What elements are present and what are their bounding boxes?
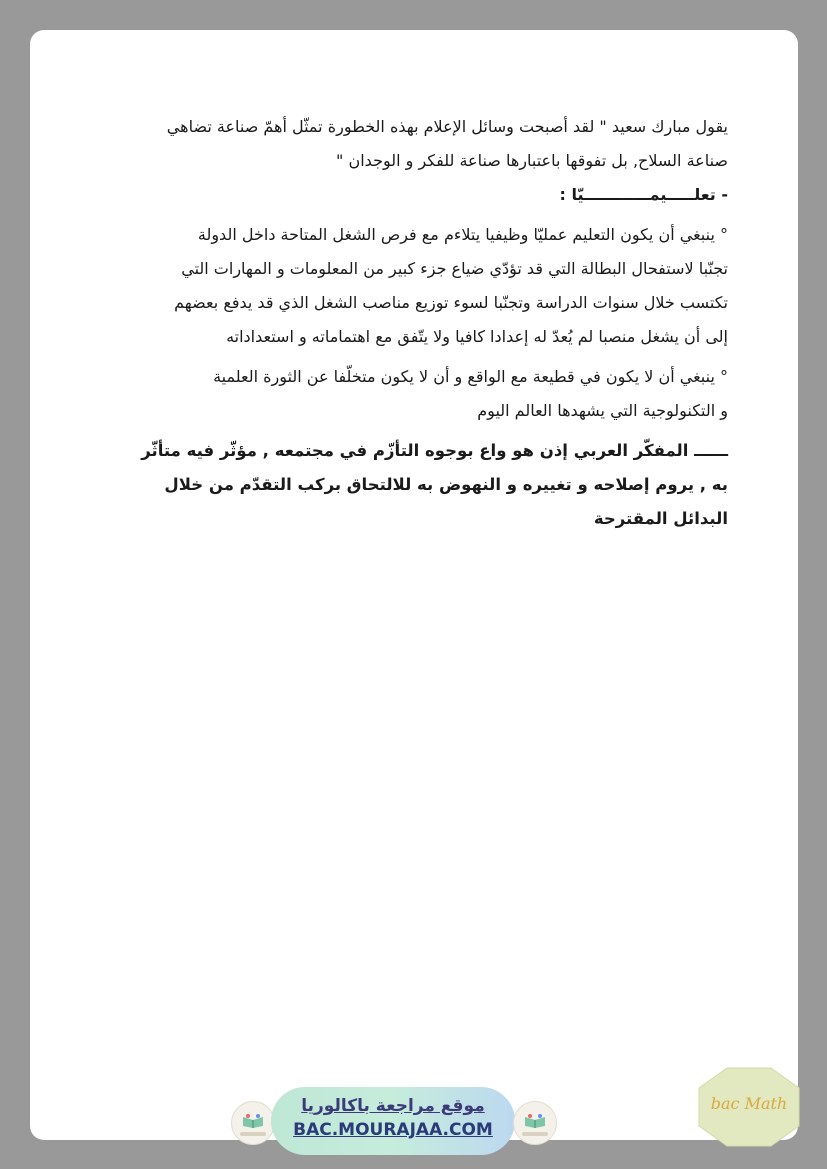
quote-line-2: صناعة السلاح, بل تفوقها باعتبارها صناعة للفكر و الوجدان " [336,151,728,170]
page-sheet [30,30,798,1140]
bac-math-logo [697,1066,801,1148]
point-1-line-3: تكتسب خلال سنوات الدراسة وتجنّبا لسوء توزيع مناصب الشغل الذي قد يدفع بعضهم [174,293,728,312]
book-icon [242,1114,264,1128]
point-1-paragraph [82,218,728,354]
point-2-line-1: ° ينبغي أن لا يكون في قطيعة مع الواقع و أن لا يكون متخلّفا عن الثورة العلمية [213,367,728,386]
point-2-paragraph [82,360,728,428]
conclusion-line-1: ــــــ المفكّر العربي إذن هو واع بوجوه التأزّم في مجتمعه , مؤثّر فيه متأثّر [141,441,728,460]
book-icon [524,1114,546,1128]
site-url-link[interactable]: BAC.MOURAJAA.COM [293,1120,493,1140]
point-2-line-2: و التكنولوجية التي يشهدها العالم اليوم [477,401,728,420]
conclusion-paragraph [82,434,728,536]
quote-line-1: يقول مبارك سعيد " لقد أصبحت وسائل الإعلام بهذه الخطورة تمثّل أهمّ صناعة تضاهي [166,117,728,136]
point-1-line-2: تجنّبا لاستفحال البطالة التي قد تؤدّي ضياع جزء كبير من المعلومات و المهارات التي [181,259,728,278]
point-1-line-1: ° ينبغي أن يكون التعليم عمليّا وظيفيا يتلاءم مع فرص الشغل المتاحة داخل الدولة [197,225,728,244]
mourajaa-logo-icon-left [231,1101,275,1145]
document-body [82,110,728,536]
conclusion-line-3: البدائل المقترحة [593,509,728,528]
quote-paragraph [82,110,728,178]
site-name-link[interactable]: موقع مراجعة باكالوريا [301,1096,485,1116]
conclusion-line-2: به , يروم إصلاحه و تغييره و النهوض به للالتحاق بركب التقدّم من خلال [164,475,728,494]
mourajaa-logo-icon-right [513,1101,557,1145]
site-footer-badge[interactable] [271,1087,515,1155]
education-heading: - تعلـــــيمــــــــــــيّا : [559,185,728,204]
bac-math-logo-text: bac Math [710,1094,788,1113]
point-1-line-4: إلى أن يشغل منصبا لم يُعدّ له إعدادا كافيا ولا يتّفق مع اهتماماته و استعداداته [226,327,728,346]
